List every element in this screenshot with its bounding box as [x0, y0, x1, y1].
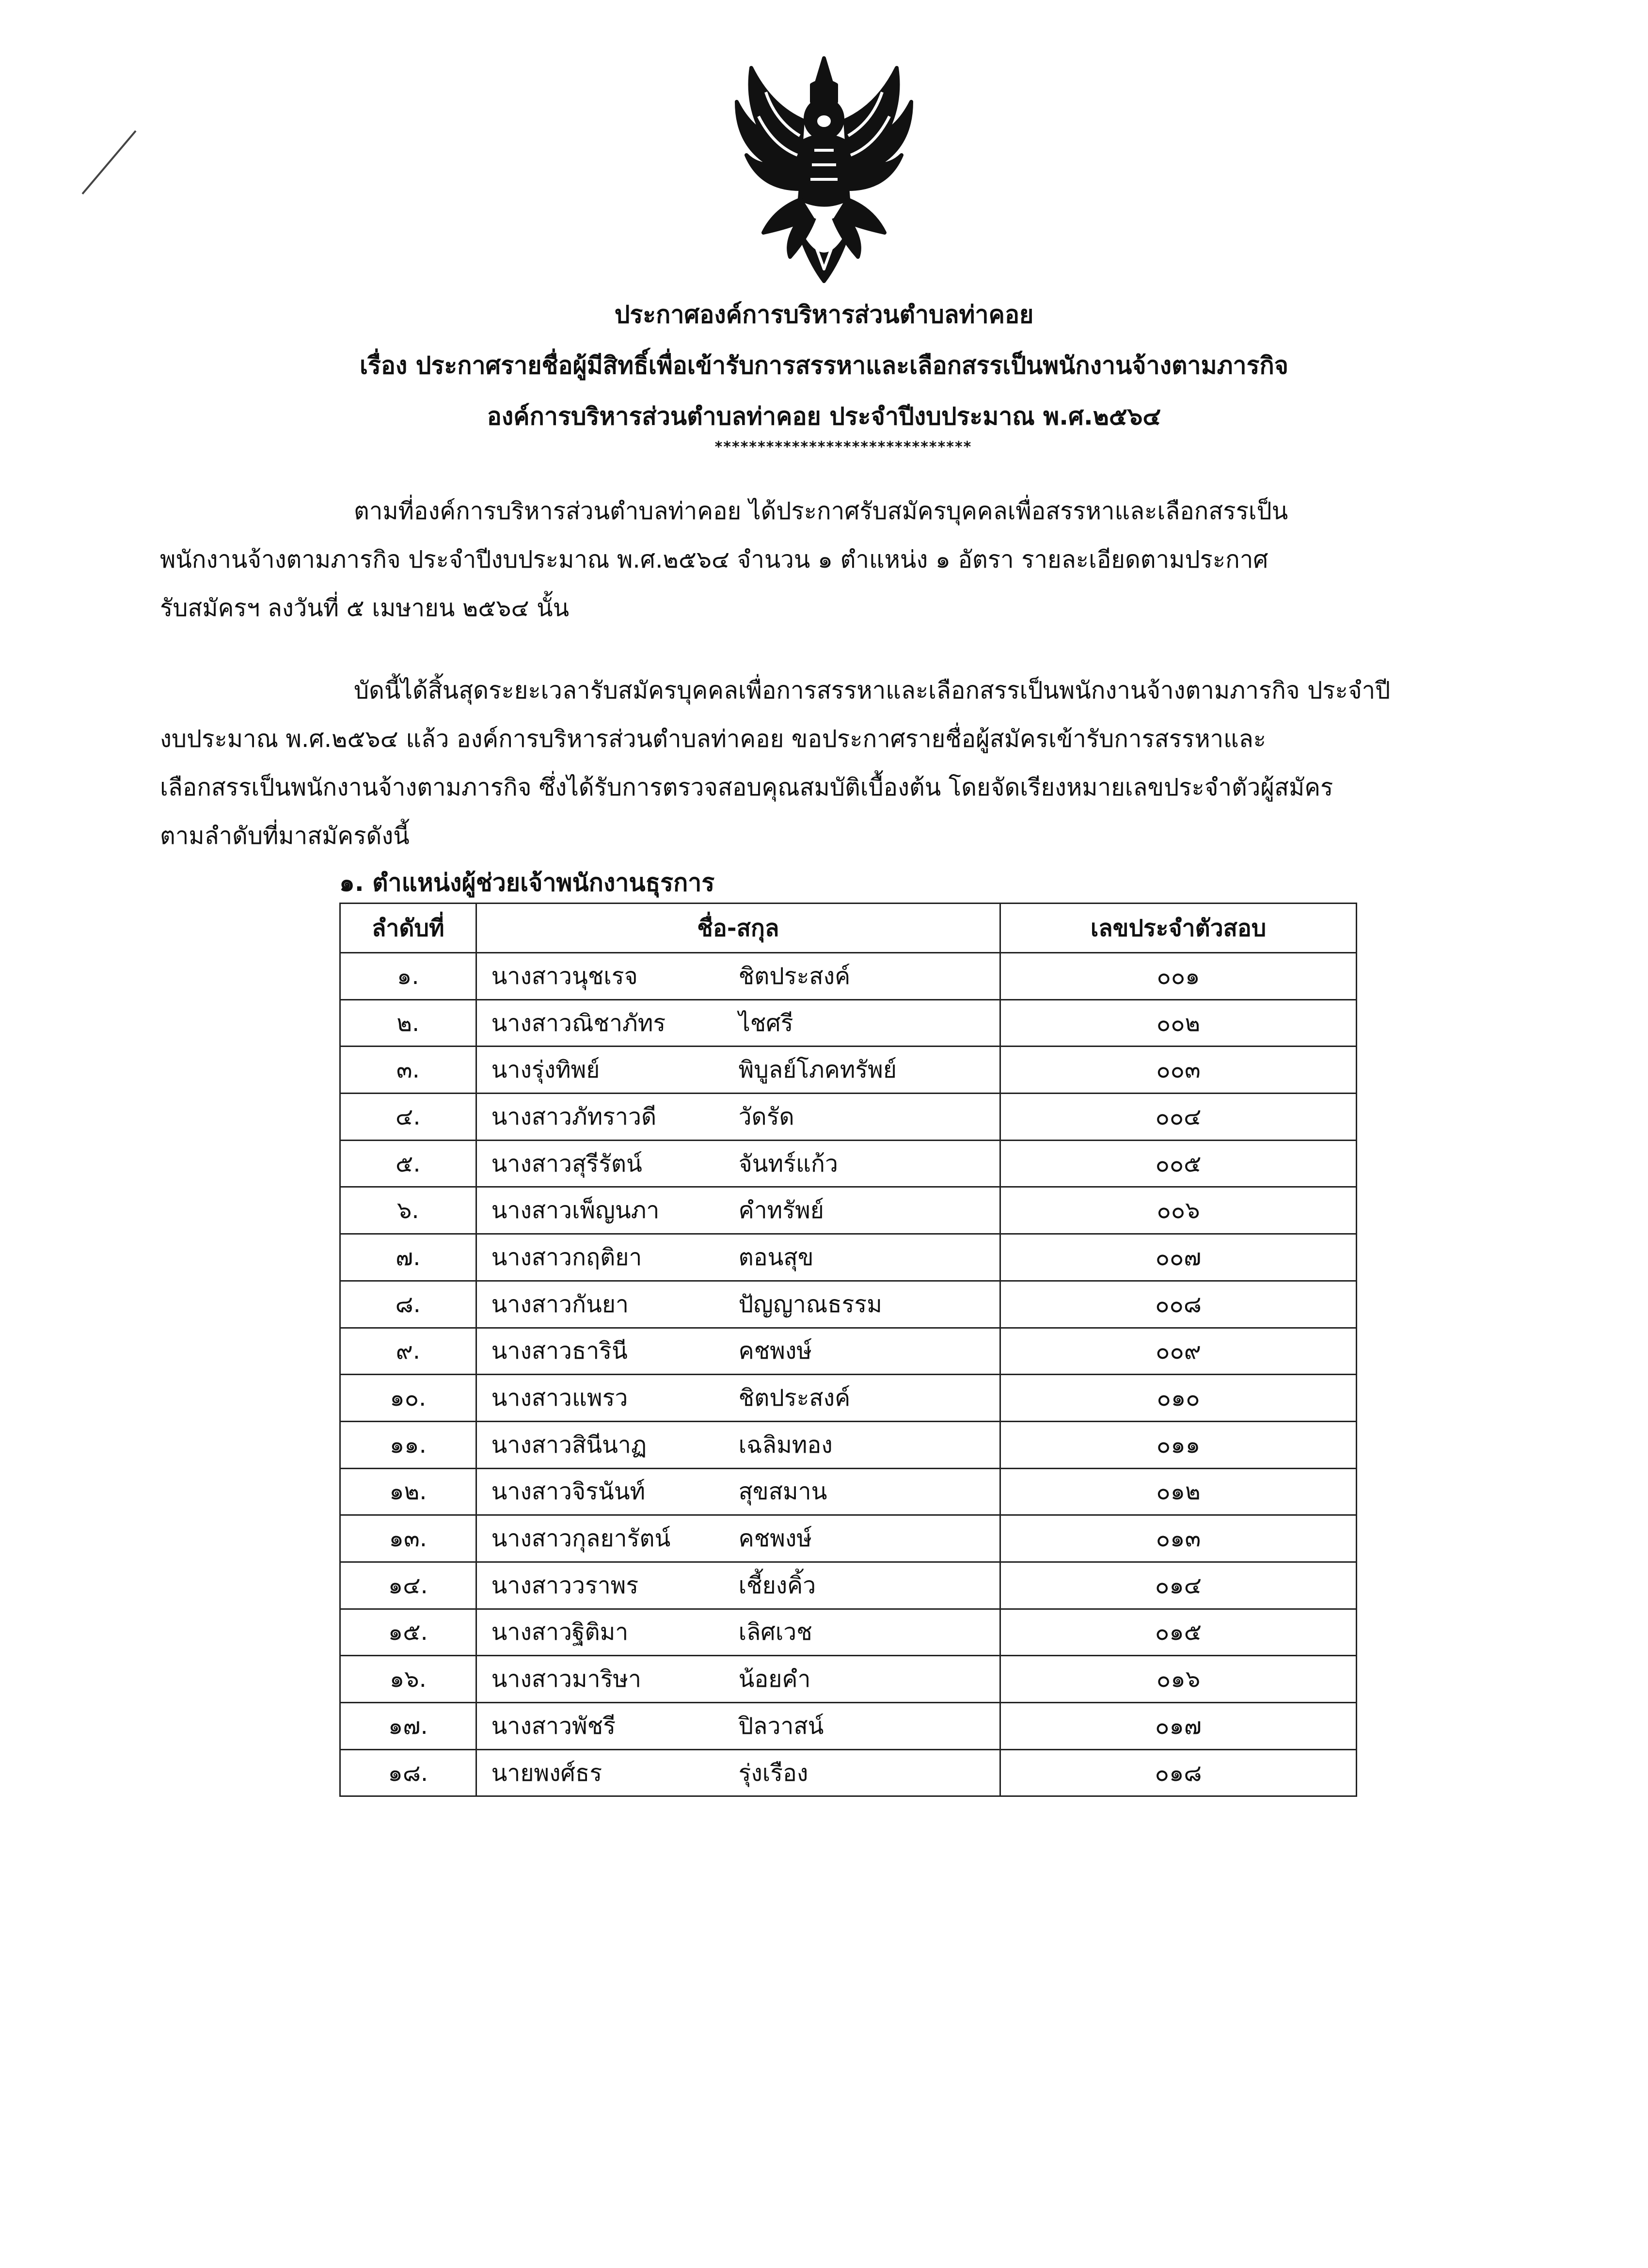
row-name	[476, 999, 1000, 1047]
garuda-emblem-icon	[717, 48, 931, 286]
row-order: ๙.	[340, 1328, 476, 1375]
row-given-name: นางสาวแพรว	[491, 1384, 628, 1412]
row-exam-id: ๐๐๑	[1000, 953, 1357, 1000]
row-surname: เชี้ยงคิ้ว	[738, 1571, 816, 1599]
row-name	[476, 1703, 1000, 1750]
paragraph-line: บัดนี้ได้สิ้นสุดระยะเวลารับสมัครบุคคลเพื่อการสรรหาและเลือกสรรเป็นพนักงานจ้างตามภารกิจ ประจำปี	[354, 677, 1391, 704]
announcement-subtitle: องค์การบริหารส่วนตำบลท่าคอย ประจำปีงบประมาณ พ.ศ.๒๕๖๔	[487, 402, 1161, 430]
row-order: ๑๑.	[340, 1421, 476, 1468]
row-surname: รุ่งเรือง	[738, 1759, 808, 1787]
row-name	[476, 1047, 1000, 1094]
row-given-name: นางสาวเพ็ญนภา	[491, 1197, 660, 1224]
row-given-name: นางสาวจิรนันท์	[491, 1478, 646, 1506]
row-order: ๑๖.	[340, 1656, 476, 1703]
row-surname: ชิตประสงค์	[738, 1384, 851, 1412]
paragraph-line: ตามลำดับที่มาสมัครดังนี้	[160, 822, 410, 850]
row-exam-id: ๐๑๗	[1000, 1703, 1357, 1750]
separator-stars: ******************************	[714, 439, 972, 456]
row-surname: คำทรัพย์	[738, 1197, 824, 1224]
row-surname: ปิลวาสน์	[738, 1712, 824, 1740]
row-surname: คชพงษ์	[738, 1337, 812, 1365]
row-exam-id: ๐๑๒	[1000, 1468, 1357, 1515]
row-exam-id: ๐๑๖	[1000, 1656, 1357, 1703]
row-order: ๑๔.	[340, 1562, 476, 1609]
row-name	[476, 1187, 1000, 1234]
row-name	[476, 1234, 1000, 1281]
row-order: ๑๗.	[340, 1703, 476, 1750]
table-row	[340, 1515, 1357, 1562]
row-given-name: นางสาวธารินี	[491, 1337, 628, 1365]
row-surname: เลิศเวช	[738, 1618, 812, 1646]
table-row	[340, 999, 1357, 1047]
row-exam-id: ๐๐๓	[1000, 1047, 1357, 1094]
row-surname: จันทร์แก้ว	[738, 1150, 838, 1177]
row-surname: ตอนสุข	[738, 1243, 814, 1271]
row-order: ๑๓.	[340, 1515, 476, 1562]
row-name	[476, 1140, 1000, 1187]
row-exam-id: ๐๐๙	[1000, 1328, 1357, 1375]
table-row	[340, 1047, 1357, 1094]
row-surname: น้อยคำ	[738, 1665, 811, 1693]
row-given-name: นางสาวกุลยารัตน์	[491, 1525, 671, 1553]
row-order: ๑.	[340, 953, 476, 1000]
row-given-name: นางสาวฐิติมา	[491, 1618, 629, 1646]
row-name	[476, 1468, 1000, 1515]
row-order: ๘.	[340, 1281, 476, 1328]
row-exam-id: ๐๐๖	[1000, 1187, 1357, 1234]
table-header-row	[340, 904, 1357, 953]
row-exam-id: ๐๐๘	[1000, 1281, 1357, 1328]
row-order: ๓.	[340, 1047, 476, 1094]
table-row	[340, 1609, 1357, 1656]
table-row	[340, 1187, 1357, 1234]
row-given-name: นางสาวสุรีรัตน์	[491, 1150, 642, 1177]
pen-mark	[78, 126, 141, 199]
table-row	[340, 1703, 1357, 1750]
column-header-exam-id: เลขประจำตัวสอบ	[1000, 904, 1357, 953]
row-given-name: นางสาวณิชาภัทร	[491, 1009, 666, 1037]
row-given-name: นางสาวภัทราวดี	[491, 1103, 657, 1130]
row-given-name: นางสาวนุชเรจ	[491, 962, 638, 990]
row-surname: พิบูลย์โภคทรัพย์	[738, 1056, 897, 1084]
row-order: ๗.	[340, 1234, 476, 1281]
row-name	[476, 1094, 1000, 1141]
row-name	[476, 1749, 1000, 1796]
row-exam-id: ๐๐๔	[1000, 1094, 1357, 1141]
row-exam-id: ๐๑๓	[1000, 1515, 1357, 1562]
row-given-name: นางสาวกันยา	[491, 1290, 629, 1318]
row-given-name: นางสาวกฤติยา	[491, 1243, 642, 1271]
row-surname: วัดรัด	[738, 1103, 794, 1130]
row-exam-id: ๐๐๒	[1000, 999, 1357, 1047]
row-given-name: นางสาวพัชรี	[491, 1712, 616, 1740]
table-row	[340, 1234, 1357, 1281]
row-name	[476, 1656, 1000, 1703]
row-name	[476, 1375, 1000, 1422]
table-row	[340, 1749, 1357, 1796]
position-section-title: ๑. ตำแหน่งผู้ช่วยเจ้าพนักงานธุรการ	[339, 869, 715, 897]
row-name	[476, 1328, 1000, 1375]
row-given-name: นางรุ่งทิพย์	[491, 1056, 600, 1084]
paragraph-line: พนักงานจ้างตามภารกิจ ประจำปีงบประมาณ พ.ศ.๒๕๖๔ จำนวน ๑ ตำแหน่ง ๑ อัตรา รายละเอียดตามประกาศ	[160, 546, 1268, 573]
row-surname: ปัญญาณธรรม	[738, 1290, 882, 1318]
row-exam-id: ๐๑๔	[1000, 1562, 1357, 1609]
row-surname: เฉลิมทอง	[738, 1431, 833, 1459]
row-given-name: นายพงศ์ธร	[491, 1759, 602, 1787]
row-exam-id: ๐๑๘	[1000, 1749, 1357, 1796]
row-name	[476, 1421, 1000, 1468]
row-order: ๒.	[340, 999, 476, 1047]
row-name	[476, 1562, 1000, 1609]
row-order: ๑๘.	[340, 1749, 476, 1796]
table-row	[340, 1140, 1357, 1187]
row-exam-id: ๐๑๑	[1000, 1421, 1357, 1468]
row-exam-id: ๐๑๕	[1000, 1609, 1357, 1656]
table-row	[340, 1468, 1357, 1515]
row-surname: ชิตประสงค์	[738, 962, 851, 990]
row-surname: สุขสมาน	[738, 1478, 827, 1506]
row-surname: คชพงษ์	[738, 1525, 812, 1553]
row-order: ๑๒.	[340, 1468, 476, 1515]
row-exam-id: ๐๐๗	[1000, 1234, 1357, 1281]
row-given-name: นางสาวสินีนาฏ	[491, 1431, 647, 1459]
row-order: ๑๕.	[340, 1609, 476, 1656]
row-name	[476, 953, 1000, 1000]
table-row	[340, 1328, 1357, 1375]
row-given-name: นางสาวมาริษา	[491, 1665, 641, 1693]
column-header-name: ชื่อ-สกุล	[476, 904, 1000, 953]
row-name	[476, 1609, 1000, 1656]
row-exam-id: ๐๐๕	[1000, 1140, 1357, 1187]
paragraph-line: รับสมัครฯ ลงวันที่ ๕ เมษายน ๒๕๖๔ นั้น	[160, 594, 570, 622]
row-name	[476, 1515, 1000, 1562]
table-row	[340, 1562, 1357, 1609]
table-row	[340, 1656, 1357, 1703]
paragraph-line: งบประมาณ พ.ศ.๒๕๖๔ แล้ว องค์การบริหารส่วนตำบลท่าคอย ขอประกาศรายชื่อผู้สมัครเข้ารับการสรรหาและ	[160, 725, 1267, 753]
table-row	[340, 1421, 1357, 1468]
announcement-title: ประกาศองค์การบริหารส่วนตำบลท่าคอย	[614, 301, 1034, 329]
table-row	[340, 1375, 1357, 1422]
row-surname: ไชศรี	[738, 1009, 793, 1037]
column-header-order: ลำดับที่	[340, 904, 476, 953]
applicants-table	[339, 903, 1357, 1797]
row-order: ๖.	[340, 1187, 476, 1234]
row-given-name: นางสาววราพร	[491, 1571, 639, 1599]
row-order: ๕.	[340, 1140, 476, 1187]
row-exam-id: ๐๑๐	[1000, 1375, 1357, 1422]
row-order: ๑๐.	[340, 1375, 476, 1422]
table-row	[340, 953, 1357, 1000]
row-name	[476, 1281, 1000, 1328]
table-row	[340, 1281, 1357, 1328]
row-order: ๔.	[340, 1094, 476, 1141]
paragraph-line: เลือกสรรเป็นพนักงานจ้างตามภารกิจ ซึ่งได้รับการตรวจสอบคุณสมบัติเบื้องต้น โดยจัดเรียงหมายเลขประจำตัวผู้สมัคร	[160, 774, 1333, 801]
paragraph-line: ตามที่องค์การบริหารส่วนตำบลท่าคอย ได้ประกาศรับสมัครบุคคลเพื่อสรรหาและเลือกสรรเป็น	[354, 497, 1288, 525]
table-row	[340, 1094, 1357, 1141]
announcement-subject: เรื่อง ประกาศรายชื่อผู้มีสิทธิ์เพื่อเข้ารับการสรรหาและเลือกสรรเป็นพนักงานจ้างตามภารกิจ	[359, 351, 1289, 380]
